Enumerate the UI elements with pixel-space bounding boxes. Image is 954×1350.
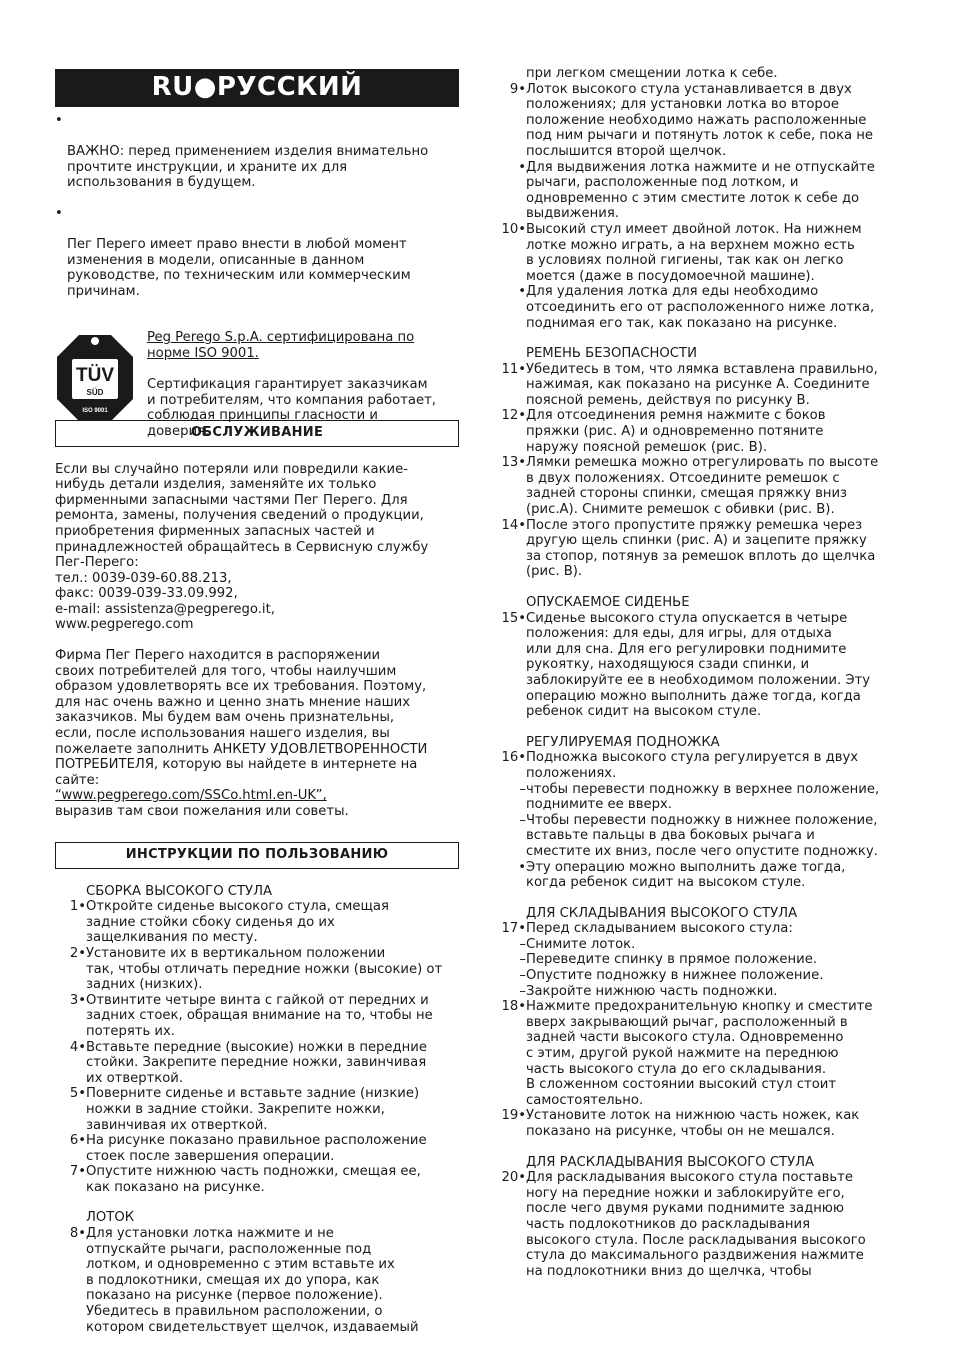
item-text: Поверните сиденье и вставьте задние (низкие) ножки в задние стойки. Закрепите ножки, завинчивая их отверткой. — [86, 1086, 420, 1133]
list-item — [495, 921, 905, 937]
important-note — [55, 113, 459, 191]
item-text: Для выдвижения лотка нажмите и не отпускайте рычаги, расположенные под лотком, и одновременно с этим сместите лоток к себе до выдвижения. — [526, 159, 875, 222]
item-number: 7• — [69, 1164, 86, 1180]
assembly-list — [55, 899, 459, 1195]
item-number: 5• — [69, 1086, 86, 1102]
item-number: 13• — [501, 455, 526, 471]
item-number: 17• — [501, 921, 526, 937]
belt-heading: РЕМЕНЬ БЕЗОПАСНОСТИ — [526, 346, 697, 362]
item-text: Перед складыванием высокого стула: — [526, 921, 793, 937]
item-text: После этого пропустите пряжку ремешка через другую щель спинки (рис. А) и зацепите пряжку за стопор, потянув за ремешок вплоть до щелчка (рис. В). — [526, 517, 876, 580]
item-text: Вставьте передние (высокие) ножки в передние стойки. Закрепите передние ножки, завинчивая их отверткой. — [86, 1039, 427, 1086]
right-column — [495, 66, 905, 1279]
tuv-logo-sub: SÜD — [86, 387, 104, 397]
service-heading: ОБСЛУЖИВАНИЕ — [55, 420, 459, 447]
tray-continued-text: при легком смещении лотка к себе. — [526, 66, 778, 81]
item-text: Опустите нижнюю часть подножки, смещая ее, как показано на рисунке. — [86, 1164, 421, 1195]
item-number: 6• — [69, 1133, 86, 1149]
item-number: – — [519, 936, 526, 952]
footrest-heading: РЕГУЛИРУЕМАЯ ПОДНОЖКА — [526, 734, 720, 750]
item-number: • — [518, 159, 526, 175]
item-number: 10• — [501, 221, 526, 237]
item-text: Снимите лоток. — [526, 936, 636, 952]
item-number: 11• — [501, 361, 526, 377]
list-item — [495, 284, 905, 331]
feedback-text: Фирма Пег Перего находится в распоряжении своих потребителей для того, чтобы наилучшим образом удовлетворять все их требования. Поэтому, для нас очень важно и ценно знать мнение наших заказчиков. Мы будем вам очень признательны, если, после использования нашего изделия, вы пожелаете заполнить АНКЕТУ УДОВЛЕТВОРЕННОСТИ ПОТРЕБИТЕЛЯ, которую вы найдете в интернете на сайте: — [55, 648, 428, 788]
certification-link[interactable]: Peg Perego S.p.A. сертифицирована по норме ISO 9001. — [147, 330, 415, 361]
item-number: 9• — [509, 81, 526, 97]
list-item — [495, 813, 905, 860]
tray-heading: ЛОТОК — [86, 1210, 135, 1226]
tuv-logo-icon — [55, 333, 135, 423]
item-number: 2• — [69, 945, 86, 961]
list-item — [55, 1133, 459, 1164]
item-number: • — [518, 284, 526, 300]
left-column — [55, 66, 459, 1335]
list-item — [495, 750, 905, 781]
item-number: – — [519, 968, 526, 984]
list-item — [55, 993, 459, 1040]
list-item — [55, 1164, 459, 1195]
item-text: Подножка высокого стула регулируется в двух положениях. — [526, 750, 859, 781]
list-item — [495, 611, 905, 720]
list-item — [55, 1040, 459, 1087]
item-number: 18• — [501, 999, 526, 1015]
item-text: чтобы перевести подножку в верхнее положение, поднимите ее вверх. — [526, 781, 880, 813]
list-item — [55, 1086, 459, 1133]
item-number: 16• — [501, 750, 526, 766]
certification-description: Сертификация гарантирует заказчикам и потребителям, что компания работает, соблюдая принципы гласности и доверия. — [147, 376, 436, 439]
item-number: 8• — [69, 1226, 86, 1242]
list-item — [495, 937, 905, 953]
item-text: Установите лоток на нижнюю часть ножек, как показано на рисунке, чтобы он не мешался. — [526, 1108, 860, 1139]
tuv-logo-text: TÜV — [76, 364, 114, 386]
item-text: Закройте нижнюю часть подножки. — [526, 983, 778, 999]
list-item — [495, 984, 905, 1000]
item-number: 1• — [69, 899, 86, 915]
item-number: – — [519, 812, 526, 828]
list-item — [495, 518, 905, 580]
assembly-heading: СБОРКА ВЫСОКОГО СТУЛА — [86, 883, 273, 899]
item-text: На рисунке показано правильное расположение стоек после завершения операции. — [86, 1133, 427, 1164]
item-text: Для раскладывания высокого стула поставьте ногу на передние ножки и заблокируйте его, после чего двумя руками поднимите заднюю часть подлокотников до раскладывания высокого стула. После раскладывания высокого стула до максимального раздвижения нажмите на подлокотники вниз до щелчка, чтобы — [526, 1170, 866, 1279]
item-number: 20• — [501, 1170, 526, 1186]
list-item — [495, 362, 905, 409]
list-item — [495, 455, 905, 517]
item-text: Убедитесь в том, что лямка вставлена правильно, нажимая, как показано на рисунке А. Соедините поясной ремень, действуя по рисунку В. — [526, 361, 878, 408]
item-text: Переведите спинку в прямое положение. — [526, 952, 817, 968]
item-text: Высокий стул имеет двойной лоток. На нижнем лотке можно играть, а на верхнем можно есть в условиях полной гигиены, так как он легко моется (даже в посудомоечной машине). — [526, 221, 862, 284]
item-text: Для удаления лотка для еды необходимо отсоединить его от расположенного ниже лотка, поднимая его так, как показано на рисунке. — [526, 284, 875, 331]
item-number: 12• — [501, 408, 526, 424]
list-item — [495, 999, 905, 1108]
item-number: – — [519, 781, 526, 797]
item-text: Нажмите предохранительную кнопку и сместите вверх закрывающий рычаг, расположенный в задней части высокого стула. Одновременно с этим, другой рукой нажмите на переднюю часть высокого стула до его складывания. В сложенном состоянии высокий стул стоит самостоятельно. — [526, 999, 873, 1108]
feedback-end: выразив там свои пожелания или советы. — [55, 804, 349, 819]
list-item — [55, 899, 459, 946]
list-item — [495, 1170, 905, 1279]
fold-heading: ДЛЯ СКЛАДЫВАНИЯ ВЫСОКОГО СТУЛА — [526, 905, 798, 921]
item-text: Опустите подножку в нижнее положение. — [526, 968, 824, 984]
item-number: • — [518, 859, 526, 875]
list-item — [495, 860, 905, 891]
item-text: Для отсоединения ремня нажмите с боков пряжки (рис. А) и одновременно потяните наружу поясной ремешок (рис. В). — [526, 408, 826, 455]
item-number: – — [519, 952, 526, 968]
item-number: 3• — [69, 992, 86, 1008]
item-number: 15• — [501, 610, 526, 626]
item-text: Установите их в вертикальном положении так, чтобы отличать передние ножки (высокие) от задних (низких). — [86, 945, 443, 993]
item-number: 14• — [501, 517, 526, 533]
bullet-dot: • — [55, 205, 63, 221]
important-note-text: ВАЖНО: перед применением изделия внимательно прочтите инструкции, и храните их для использования в будущем. — [67, 144, 429, 191]
list-item — [495, 222, 905, 284]
changes-note-text: Пег Перего имеет право внести в любой момент изменения в модели, описанные в данном руководстве, по техническим или коммерческим причинам. — [67, 237, 411, 299]
feedback-link[interactable]: “www.pegperego.com/SSCo.html.en-UK”, — [55, 788, 327, 804]
item-text: Сиденье высокого стула опускается в четыре положения: для еды, для игры, для отдыха или для сна. Для его регулировки поднимите рукоятку, находящуюся сзади спинки, и заблокируйте ее в необходимом положении. Эту операцию можно выполнить даже тогда, когда ребенок сидит на высоком стуле. — [526, 610, 871, 720]
item-text: Чтобы перевести подножку в нижнее положение, вставьте пальцы в два боковых рычага и сместите их вниз, после чего опустите подножку. — [526, 812, 878, 859]
instructions-heading: ИНСТРУКЦИИ ПО ПОЛЬЗОВАНИЮ — [55, 842, 459, 869]
certification-text — [147, 315, 459, 440]
item-text: Отвинтите четыре винта с гайкой от передних и задних стоек, обращая внимание на то, чтобы не потерять их. — [86, 992, 433, 1039]
list-item — [495, 82, 905, 160]
list-item — [495, 952, 905, 968]
service-text: Если вы случайно потеряли или повредили какие- нибудь детали изделия, заменяйте их только фирменными запасными частями Пег Перего. Для ремонта, замены, получения сведений о продукции, приобретения фирменных запасных частей и принадлежностей обращайтесь в Сервисную службу Пег-Перего: тел.: 0039-039-60.88.213, факс: 0039-039-33.09.992, e-mail: assistenza@pegperego.it, www.pegperego.com — [55, 461, 429, 633]
seat-heading: ОПУСКАЕМОЕ СИДЕНЬЕ — [526, 595, 690, 610]
list-item — [55, 946, 459, 993]
item-text: Лоток высокого стула устанавливается в двух положениях; для установки лотка во второе положение необходимо нажать расположенные под ним рычаги и потянуть лоток к себе, пока не послышится второй щелчок. — [526, 81, 874, 159]
language-title: RU●РУССКИЙ — [55, 69, 459, 107]
list-item — [495, 782, 905, 813]
list-item — [55, 1226, 459, 1335]
item-text: Эту операцию можно выполнить даже тогда, когда ребенок сидит на высоком стуле. — [526, 859, 846, 891]
list-item — [495, 160, 905, 222]
item-text: Для установки лотка нажмите и не отпускайте рычаги, расположенные под лотком, и одновременно с этим вставьте их в подлокотники, смещая их до упора, как показано на рисунке (первое положение). Убедитесь в правильном расположении, о котором свидетельствует щелчок, издаваемый — [86, 1226, 419, 1335]
changes-note — [55, 206, 459, 300]
item-text: Лямки ремешка можно отрегулировать по высоте в двух положениях. Отсоедините ремешок с задней стороны спинки, смещая пряжку вниз (рис.А). Снимите ремешок с обивки (рис. В). — [526, 455, 879, 518]
item-number: 4• — [69, 1039, 86, 1055]
list-item — [495, 408, 905, 455]
list-item — [495, 1108, 905, 1139]
item-number: – — [519, 983, 526, 999]
bullet-dot: • — [55, 113, 63, 128]
tuv-logo-iso: ISO 9001 — [82, 407, 108, 414]
item-text: Откройте сиденье высокого стула, смещая задние стойки сбоку сиденья до их защелкивания по месту. — [86, 899, 389, 946]
list-item — [495, 968, 905, 984]
item-number: 19• — [501, 1108, 526, 1124]
unfold-heading: ДЛЯ РАСКЛАДЫВАНИЯ ВЫСОКОГО СТУЛА — [526, 1154, 815, 1170]
